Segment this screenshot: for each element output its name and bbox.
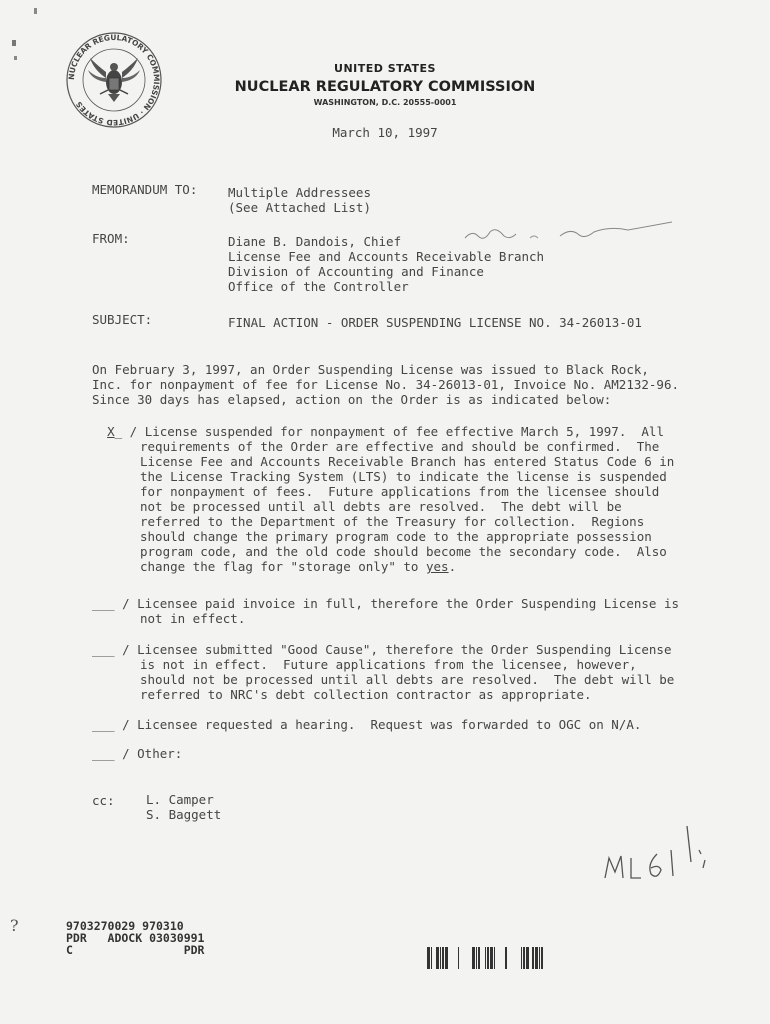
action-item-good-cause: ___ / Licensee submitted "Good Cause", therefore the Order Suspending License is not in effect. Future applications from the licensee, however, should not be processed until all debts are resolved. The debt will be referred to NRC's debt collection contractor as appropriate. xyxy=(92,642,675,702)
barcode-bar xyxy=(440,947,441,969)
barcode-bar xyxy=(431,947,432,969)
accession-line: 9703270029 970310 xyxy=(66,919,184,933)
memo-to-value xyxy=(228,185,371,215)
item-line: referred to the Department of the Treasury for collection. Regions xyxy=(140,514,645,529)
item-line: should change the primary program code to the appropriate possession xyxy=(140,529,652,544)
checkbox-mark: ___ xyxy=(92,596,115,611)
barcode-bar xyxy=(478,947,480,969)
barcode-bar xyxy=(523,947,525,969)
barcode-bar xyxy=(490,947,493,969)
item-line: referred to NRC's debt collection contractor as appropriate. xyxy=(140,687,592,702)
barcode-bar xyxy=(476,947,477,969)
intro-line: On February 3, 1997, an Order Suspending License was issued to Black Rock, xyxy=(92,362,649,377)
item-line: should not be processed until all debts are resolved. The debt will be xyxy=(140,672,675,687)
item-line: for nonpayment of fees. Future applications from the licensee should xyxy=(140,484,660,499)
item-line: not be processed until all debts are resolved. The debt will be xyxy=(140,499,622,514)
item-line: is not in effect. Future applications from the licensee, however, xyxy=(140,657,637,672)
barcode-bar xyxy=(526,947,529,969)
barcode-bar xyxy=(494,947,495,969)
checkbox-mark: X_ / xyxy=(107,424,145,439)
memo-to-line: Multiple Addressees xyxy=(228,185,371,200)
item-text: Licensee submitted "Good Cause", therefore the Order Suspending License xyxy=(137,642,672,657)
barcode-bar xyxy=(521,947,522,969)
agency-address: WASHINGTON, D.C. 20555-0001 xyxy=(313,98,457,107)
cc-name: L. Camper xyxy=(146,792,214,807)
scan-speck xyxy=(14,56,17,60)
barcode-bar xyxy=(442,947,444,969)
svg-text:NUCLEAR REGULATORY COMMISSION: NUCLEAR REGULATORY COMMISSION · UNITED STATES xyxy=(66,32,162,128)
checkbox-mark: ___ xyxy=(92,717,115,732)
cc-name: S. Baggett xyxy=(146,807,222,822)
item-line: requirements of the Order are effective and should be confirmed. The xyxy=(140,439,660,454)
barcode-bar xyxy=(539,947,540,969)
signature-icon xyxy=(460,218,680,248)
agency-country: UNITED STATES xyxy=(334,62,436,75)
handwritten-note-icon xyxy=(595,820,715,890)
barcode-bar xyxy=(535,947,538,969)
action-item-suspended xyxy=(92,424,674,574)
margin-mark: ? xyxy=(10,916,19,935)
barcode-bar xyxy=(458,947,459,969)
from-line: Diane B. Dandois, Chief xyxy=(228,234,402,249)
scan-speck xyxy=(12,40,16,46)
memo-date: March 10, 1997 xyxy=(332,125,438,140)
checkbox-mark: ___ xyxy=(92,746,115,761)
from-label: FROM: xyxy=(92,231,130,246)
accession-line: PDR ADOCK 03030991 xyxy=(66,931,205,945)
item-line: License Fee and Accounts Receivable Branch has entered Status Code 6 in xyxy=(140,454,675,469)
agency-name: NUCLEAR REGULATORY COMMISSION xyxy=(234,79,536,95)
item-line: program code, and the old code should become the secondary code. Also xyxy=(140,544,667,559)
accession-line: C PDR xyxy=(66,943,205,957)
cc-label: cc: xyxy=(92,793,115,808)
barcode-icon xyxy=(427,947,555,969)
from-line: Office of the Controller xyxy=(228,279,409,294)
memo-to-line: (See Attached List) xyxy=(228,200,371,215)
barcode-bar xyxy=(532,947,534,969)
intro-paragraph xyxy=(92,362,692,407)
item-text: Other: xyxy=(137,746,183,761)
barcode-bar xyxy=(487,947,489,969)
checkbox-mark: ___ xyxy=(92,642,115,657)
item-line: not in effect. xyxy=(140,611,246,626)
cc-list xyxy=(146,792,221,822)
from-line: License Fee and Accounts Receivable Branch xyxy=(228,249,545,264)
item-text: Licensee requested a hearing. Request was forwarded to OGC on N/A. xyxy=(137,717,642,732)
barcode-bar xyxy=(427,947,430,969)
accession-block xyxy=(66,920,204,956)
action-item-hearing: ___ / Licensee requested a hearing. Request was forwarded to OGC on N/A. xyxy=(92,717,642,732)
intro-line: Inc. for nonpayment of fee for License No. 34-26013-01, Invoice No. AM2132-96. xyxy=(92,377,679,392)
action-item-other: ___ / Other: xyxy=(92,746,183,761)
barcode-bar xyxy=(472,947,475,969)
item-text: License suspended for nonpayment of fee effective March 5, 1997. All xyxy=(144,424,664,439)
action-item-paid: ___ / Licensee paid invoice in full, therefore the Order Suspending License is not in effect. xyxy=(92,596,680,626)
barcode-bar xyxy=(505,947,507,969)
barcode-bar xyxy=(541,947,543,969)
memo-to-label: MEMORANDUM TO: xyxy=(92,182,198,197)
barcode-bar xyxy=(485,947,486,969)
subject-label: SUBJECT: xyxy=(92,312,153,327)
item-text: Licensee paid invoice in full, therefore the Order Suspending License is xyxy=(137,596,680,611)
from-line: Division of Accounting and Finance xyxy=(228,264,484,279)
item-line: the License Tracking System (LTS) to indicate the license is suspended xyxy=(140,469,667,484)
subject-value: FINAL ACTION - ORDER SUSPENDING LICENSE NO. 34-26013-01 xyxy=(228,315,642,330)
item-line: change the flag for "storage only" to yes. xyxy=(140,559,457,574)
intro-line: Since 30 days has elapsed, action on the Order is as indicated below: xyxy=(92,392,612,407)
barcode-bar xyxy=(436,947,439,969)
scan-speck xyxy=(34,8,37,14)
barcode-bar xyxy=(445,947,448,969)
